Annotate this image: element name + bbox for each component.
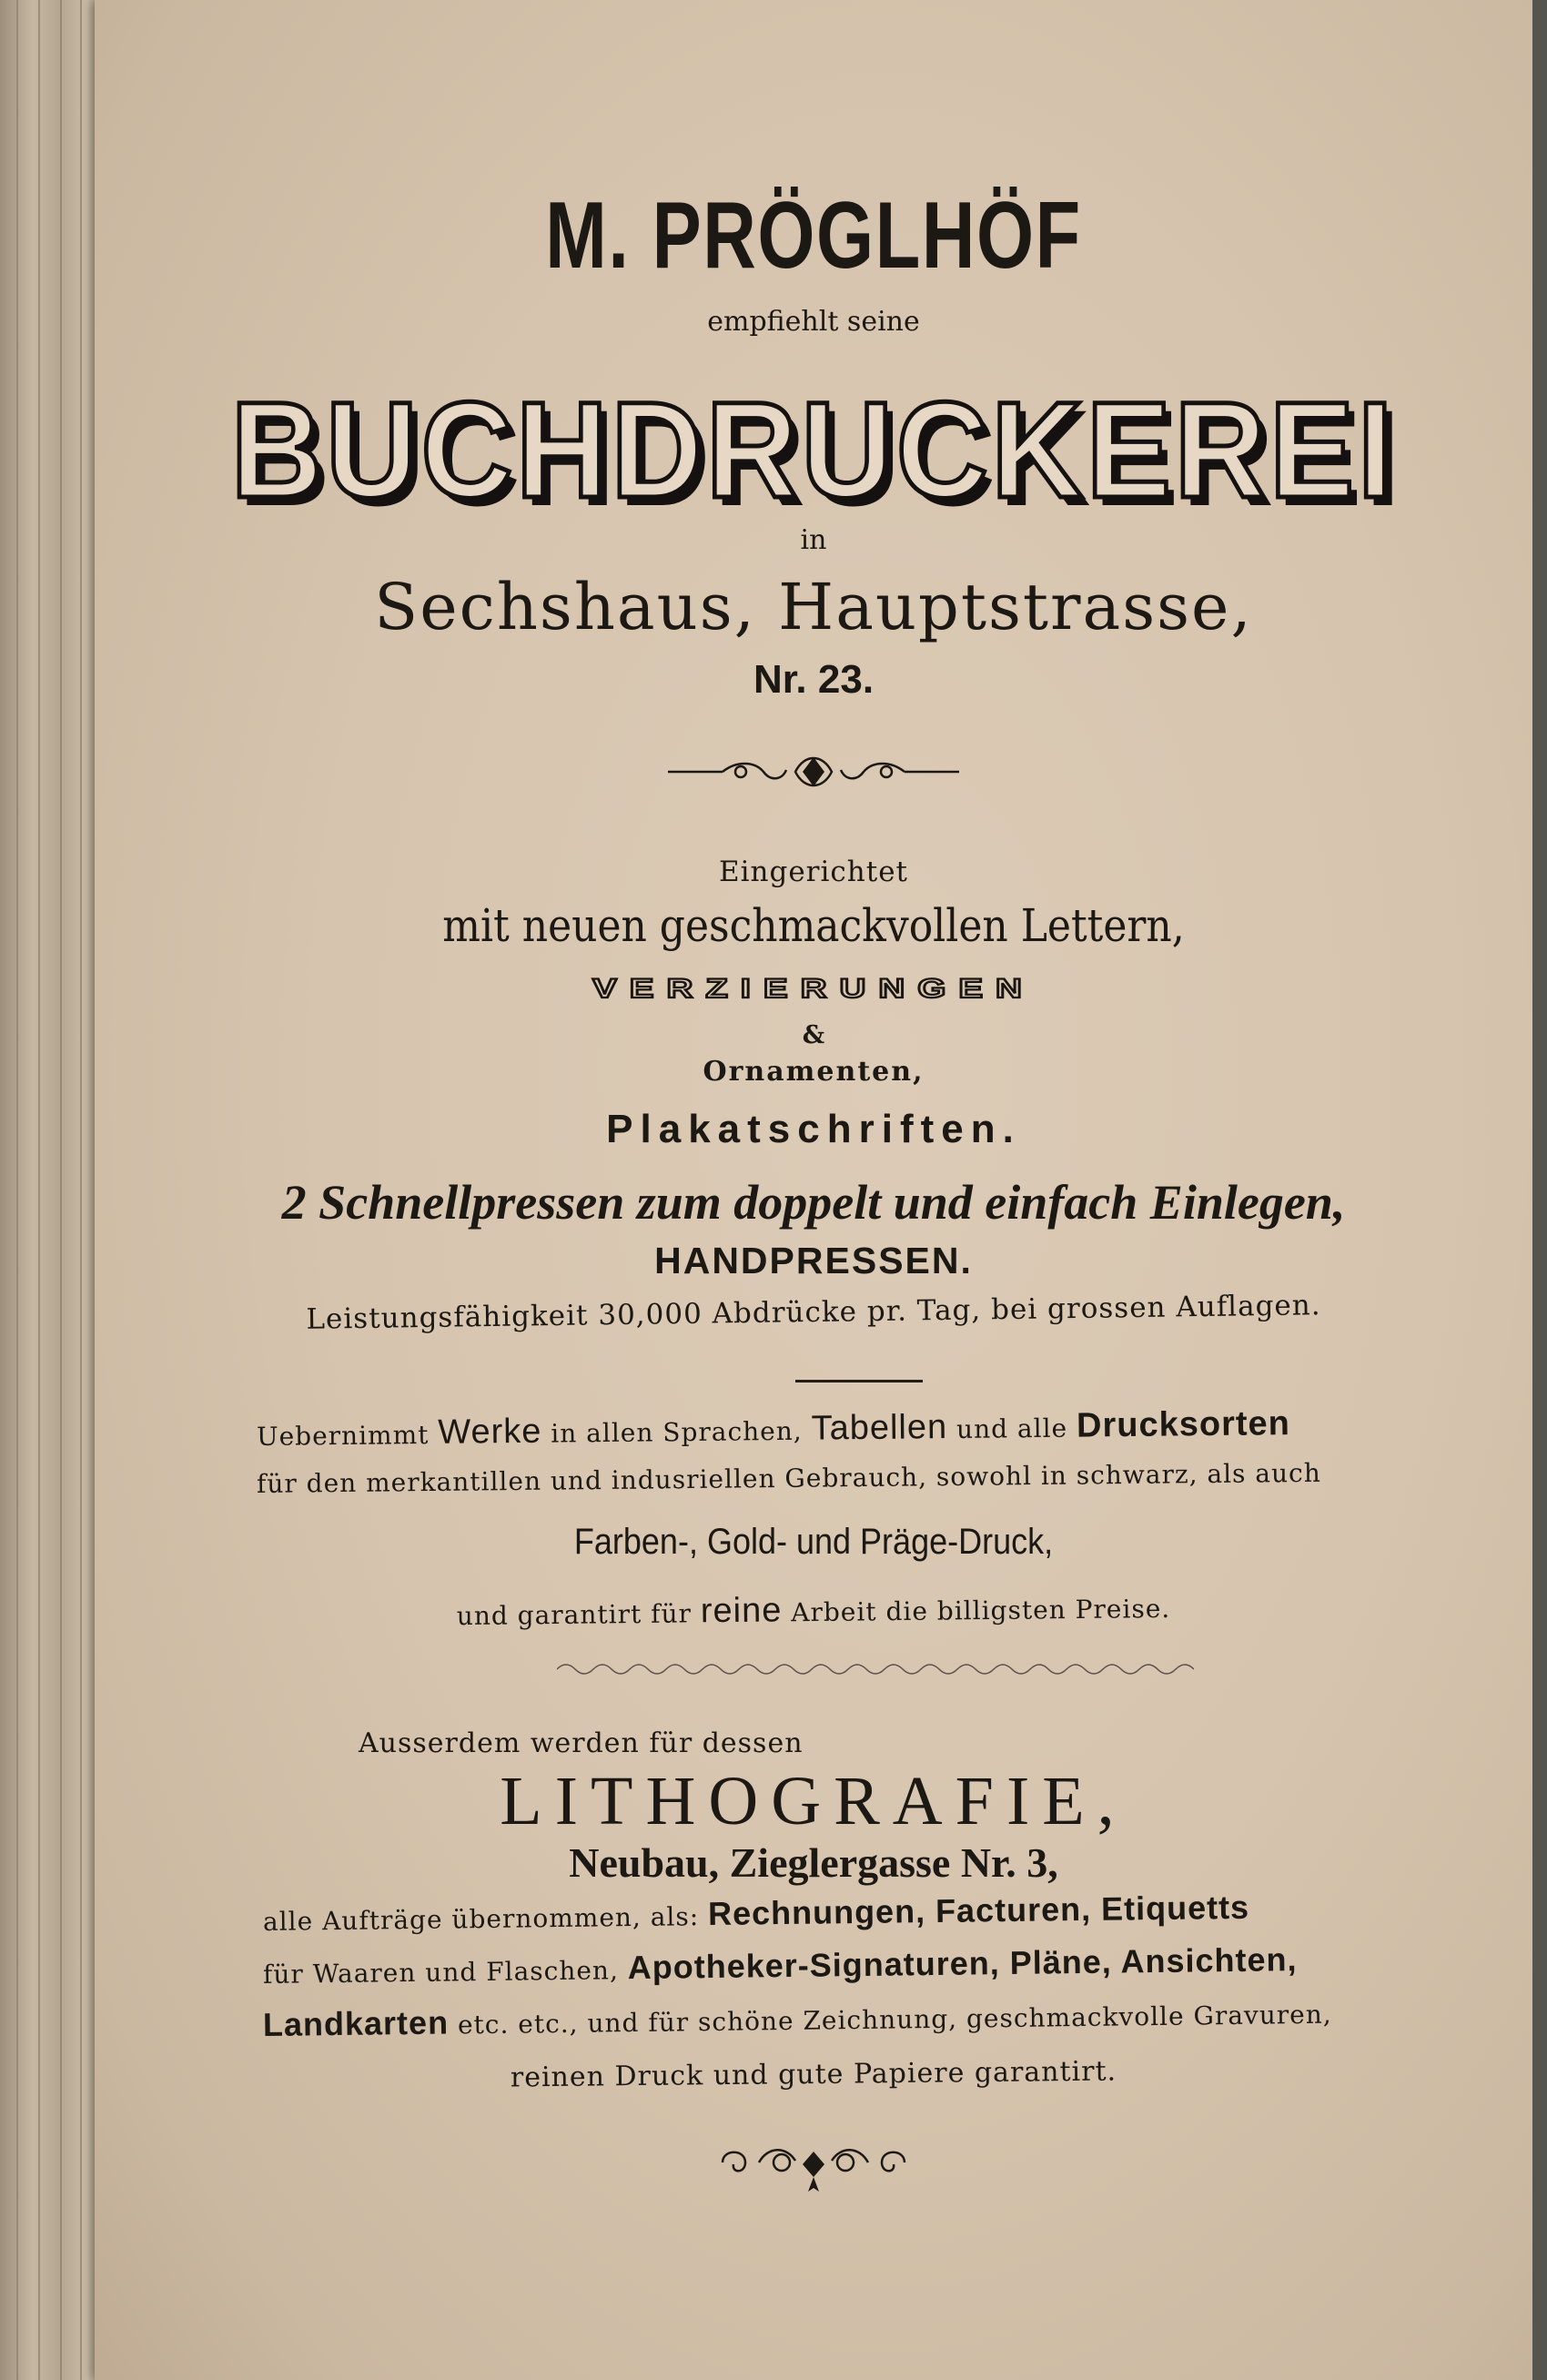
lithography-title: LITHOGRAFIE, [500, 1763, 1127, 1839]
scan-border [1532, 0, 1547, 2380]
page-stack-edge [0, 0, 109, 2380]
ornamenten-text: Ornamenten, [703, 1056, 925, 1088]
guarantee-line: und garantirt für reine Arbeit die billigsten Preise. [456, 1591, 1171, 1632]
moreover-text: Ausserdem werden für dessen [359, 1727, 804, 1759]
lithography-address: Neubau, Zieglergasse Nr. 3, [569, 1839, 1058, 1886]
orders-line-1: alle Aufträge übernommen, als: Rechnungen, Facturen, Etiquetts [262, 1888, 1250, 1937]
equipped-text: Eingerichtet [718, 856, 909, 888]
orders-line-3: Landkarten etc. etc., und für schöne Zeichnung, geschmackvolle Gravuren, [262, 1999, 1332, 2043]
divider-rule [795, 1380, 923, 1382]
services-line-1: Uebernimmt Werke in allen Sprachen, Tabellen und alle Drucksorten [256, 1404, 1291, 1452]
business-title: BUCHDRUCKEREI [230, 373, 1397, 526]
house-number: Nr. 23. [753, 657, 875, 702]
flourish-ornament-icon [95, 744, 1532, 803]
services-line-2: für den merkantillen und indusriellen Gebrauch, sowohl in schwarz, als auch [256, 1457, 1321, 1499]
quality-guarantee-text: reinen Druck und gute Papiere garantirt. [510, 2055, 1117, 2094]
address: Sechshaus, Hauptstrasse, [374, 570, 1253, 644]
closing-flourish-icon [95, 2135, 1532, 2203]
advertisement [95, 0, 1532, 2380]
wavy-divider-icon [557, 1658, 1194, 1684]
in-text: in [800, 524, 827, 556]
ampersand: & [802, 1021, 825, 1049]
color-print-text: Farben-, Gold- und Präge-Druck, [573, 1522, 1054, 1562]
ornaments-heading: VERZIERUNGEN [592, 973, 1035, 1004]
poster-fonts-text: Plakatschriften. [606, 1107, 1021, 1151]
presses-text: 2 Schnellpressen zum doppelt und einfach Einlegen, [281, 1175, 1346, 1230]
orders-line-2: für Waaren und Flaschen, Apotheker-Signaturen, Pläne, Ansichten, [262, 1940, 1298, 1990]
letters-text: mit neuen geschmackvollen Lettern, [442, 899, 1185, 952]
company-name: M. PRÖGLHÖF [545, 183, 1082, 289]
handpresses-text: HANDPRESSEN. [654, 1240, 973, 1281]
capacity-text: Leistungsfähigkeit 30,000 Abdrücke pr. Tag, bei grossen Auflagen. [306, 1289, 1321, 1336]
recommends-text: empfiehlt seine [707, 306, 920, 338]
